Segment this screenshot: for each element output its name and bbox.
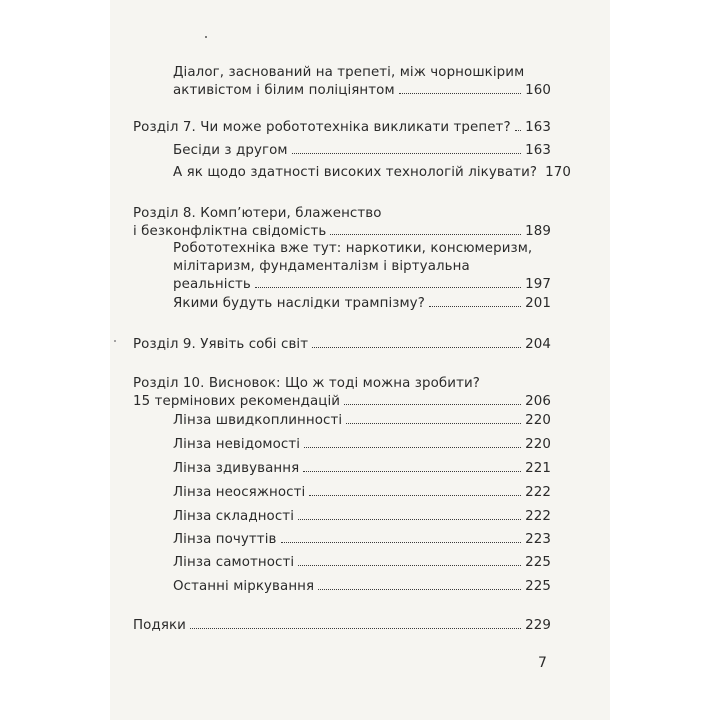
toc-page-number: 223 — [525, 532, 551, 547]
leader-dots — [190, 628, 521, 629]
toc-entry — [173, 484, 551, 502]
toc-chapter-entry — [133, 617, 551, 635]
leader-dots — [281, 542, 522, 543]
toc-page-number: 206 — [525, 394, 551, 409]
toc-chapter-entry — [133, 119, 551, 137]
toc-entry — [173, 554, 551, 572]
toc-title-line: Розділ 8. Комп’ютери, блаженство — [133, 206, 382, 221]
toc-entry — [173, 412, 551, 430]
leader-dots — [312, 347, 521, 348]
toc-page-number: 201 — [525, 296, 551, 311]
toc-title-line: мілітаризм, фундаменталізм і віртуальна — [173, 259, 470, 274]
toc-entry — [173, 578, 551, 596]
toc-title-line: Діалог, заснований на трепеті, між чорношкірим — [173, 65, 525, 80]
toc-title: Якими будуть наслідки трампізму? — [173, 296, 425, 311]
toc-page-number: 220 — [525, 413, 551, 428]
toc-entry — [173, 64, 551, 100]
leader-dots — [304, 447, 521, 448]
toc-title: Останні міркування — [173, 579, 315, 594]
toc-title: Лінза неосяжності — [173, 485, 306, 500]
toc-title-line: Робототехніка вже тут: наркотики, консюмеризм, — [173, 241, 533, 256]
toc-title: Лінза швидкоплинності — [173, 413, 343, 428]
leader-dots — [399, 93, 521, 94]
toc-page-number: 229 — [525, 618, 551, 633]
toc-entry — [173, 240, 551, 294]
toc-chapter-entry — [133, 375, 551, 411]
leader-dots — [255, 287, 521, 288]
toc-entry — [173, 142, 551, 160]
leader-dots — [298, 565, 521, 566]
toc-title: Лінза здивування — [173, 461, 300, 476]
toc-page-number: 170 — [545, 165, 571, 180]
toc-page-number: 221 — [525, 461, 551, 476]
toc-entry — [173, 164, 571, 182]
toc-title-line: Розділ 10. Висновок: Що ж тоді можна зробити? — [133, 376, 480, 391]
toc-page-number: 225 — [525, 579, 551, 594]
toc-title: активістом і білим поліціянтом — [173, 83, 395, 98]
leader-dots — [292, 153, 522, 154]
page-number: 7 — [538, 655, 547, 671]
toc-title: Розділ 9. Уявіть собі світ — [133, 337, 309, 352]
toc-entry — [173, 460, 551, 478]
toc-page-number: 163 — [525, 120, 551, 135]
toc-page-number: 220 — [525, 437, 551, 452]
toc-title: Бесіди з другом — [173, 143, 288, 158]
toc-title: Лінза складності — [173, 509, 295, 524]
leader-dots — [309, 495, 521, 496]
toc-chapter-entry — [133, 336, 551, 354]
toc-entry — [173, 531, 551, 549]
toc-page-number: 160 — [525, 83, 551, 98]
toc-title: 15 термінових рекомендацій — [133, 394, 341, 409]
toc-entry — [173, 436, 551, 454]
toc-title: Лінза самотності — [173, 555, 295, 570]
toc-entry — [173, 508, 551, 526]
toc-title: реальність — [173, 277, 251, 292]
leader-dots — [515, 130, 521, 131]
toc-chapter-entry — [133, 205, 551, 241]
toc-page-number: 197 — [525, 277, 551, 292]
toc-title: Лінза невідомості — [173, 437, 301, 452]
leader-dots — [330, 234, 521, 235]
leader-dots — [298, 519, 521, 520]
toc-title: Розділ 7. Чи може робототехніка викликати трепет? — [133, 120, 511, 135]
toc-title: Лінза почуттів — [173, 532, 277, 547]
toc-title: і безконфліктна свідомість — [133, 224, 327, 239]
toc-page-number: 204 — [525, 337, 551, 352]
leader-dots — [318, 589, 521, 590]
toc-page-number: 189 — [525, 224, 551, 239]
toc-title: Подяки — [133, 618, 186, 633]
leader-dots — [429, 306, 521, 307]
leader-dots — [303, 471, 521, 472]
toc-entry — [173, 295, 551, 313]
toc-title: А як щодо здатності високих технологій лікувати? — [173, 165, 538, 180]
leader-dots — [344, 404, 521, 405]
toc-page-number: 225 — [525, 555, 551, 570]
toc-page-number: 222 — [525, 485, 551, 500]
toc-page-number: 222 — [525, 509, 551, 524]
leader-dots — [346, 423, 521, 424]
toc-page-number: 163 — [525, 143, 551, 158]
